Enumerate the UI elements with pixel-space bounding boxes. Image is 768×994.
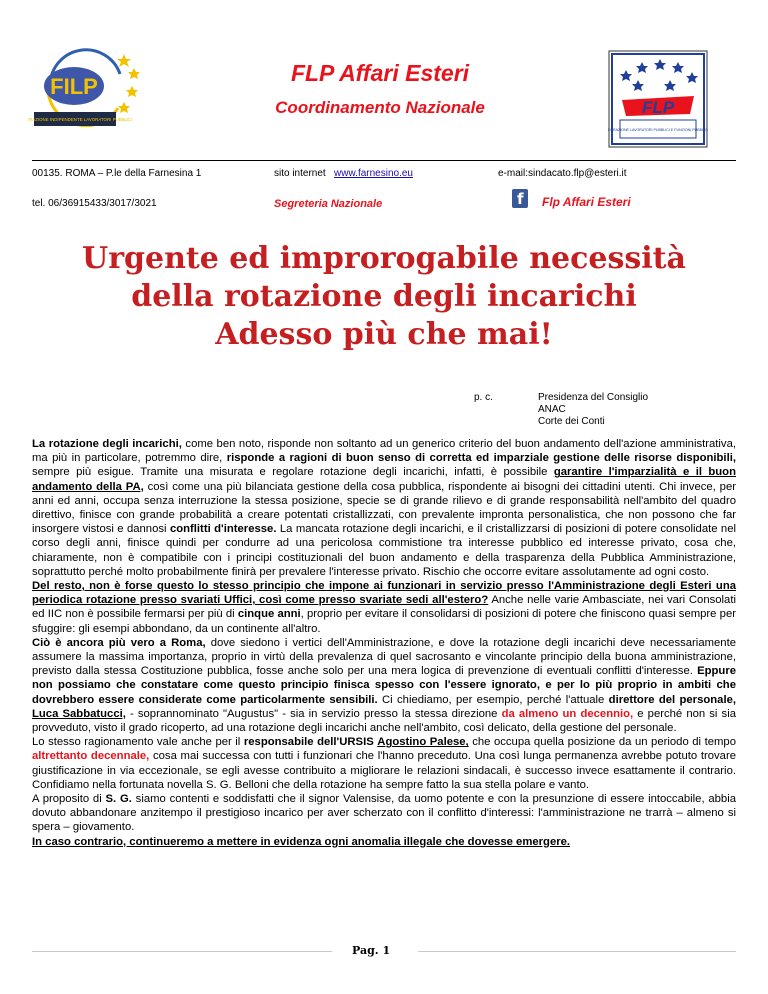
text-run: La mancata rotazione degli incarichi, e il cristallizzarsi di posizioni di potere consolidate nel corso degli anni, finisce quindi per condurre ad una pericolosa commistione tra interesse pubblico ed interesse privato, cosa che, chiaramente, non è compatibile con i principi costituzionali del buon andamento e della trasparenza della Pubblica Amministrazione, soprattutto perché molto probabilmente finirà per prevalere l'interesse privato. Rischio che occorre evitare assolutamente ad ogni costo. [32, 523, 736, 578]
text-run: altrettanto decennale, [32, 750, 150, 763]
paragraph-2 [32, 579, 736, 636]
cc-recipient: Presidenza del Consiglio [538, 392, 649, 403]
address: 00135. ROMA – P.le della Farnesina 1 [32, 168, 202, 179]
text-run: che occupa quella posizione da un periodo di tempo [468, 736, 736, 749]
facebook-icon[interactable]: f [512, 189, 528, 208]
flp-logo-text: FLP [641, 98, 675, 117]
letter-body [32, 437, 736, 849]
filp-logo [28, 46, 150, 132]
text-run: responsabile dell'URSIS [243, 736, 374, 749]
website-link[interactable]: www.farnesino.eu [334, 168, 413, 179]
website-label: sito internet [274, 168, 326, 179]
text-run: Ciò è ancora più vero a Roma, [32, 636, 206, 649]
footer-rule-left [32, 951, 332, 952]
text-run: cosa mai successa con tutti i funzionari che l'hanno preceduto. Una così lunga permanenza avrebbe potuto trovare giustificazione in via eccezionale, se egli avesse contribuito a migliorare le relazioni sindacali, è successo invece esattamente il contrario. Confidiamo nella fortunata novella S. G. Belloni che della rotazione ha sempre fatto la sua stella polare e vanto. [32, 750, 736, 791]
footer-rule-right [418, 951, 736, 952]
text-run: conflitti d'interesse. [169, 523, 277, 536]
text-run: sempre più esigue. Tramite una misurata e regolare rotazione degli incarichi, infatti, è possibile [32, 466, 554, 479]
text-run: S. G. [105, 793, 132, 806]
facebook-page[interactable]: Flp Affari Esteri [542, 195, 631, 209]
text-run: come ben noto, risponde non soltanto ad un generico criterio del buon andamento dell'azione amministrativa, ma più in particolare, potremmo dire, [32, 438, 737, 465]
telephone: tel. 06/36915433/3017/3021 [32, 198, 157, 209]
headline-line-3: Adesso più che mai! [215, 317, 553, 352]
filp-logo-text: FILP [50, 74, 98, 99]
text-run: Del resto, non è forse questo lo stesso principio che impone ai funzionari in servizio presso l'Amministrazione degli Esteri una periodica rotazione presso svariati Uffici, così come presso svariate sedi all'estero? [32, 580, 736, 607]
paragraph-3 [32, 636, 736, 735]
page-number: Pag. 1 [352, 944, 391, 957]
paragraph-5 [32, 792, 736, 835]
text-run: Agostino Palese, [377, 736, 469, 749]
text-run: dove siedono i vertici dell'Amministrazione, e dove la rotazione degli incarichi deve necessariamente assumere la massima importanza, proprio in virtù della prevalenza di quel sacrosanto e vincolante principio della buona amministrazione, previsto dalla stessa Costituzione pubblica, fosse anche solo per una mera logica di prevenzione di eventuali conflitti d'interesse. [32, 636, 736, 678]
flp-logo-caption: FEDERAZIONE LAVORATORI PUBBLICI E FUNZIONI PUBBLICHE [608, 128, 708, 132]
cc-label: p. c. [474, 392, 493, 403]
text-run: siamo contenti e soddisfatti che il signor Valensise, da uomo potente e con la presunzione di essere intoccabile, abbia dovuto abbandonare anzitempo il prestigioso incarico per aver scherzato con il conflitto d'interessi: l'amministrazione ne trarrà – almeno si spera – giovamento. [32, 793, 737, 834]
text-run: Ci chiediamo, per esempio, perché l'attuale [377, 693, 609, 706]
email[interactable]: e-mail:sindacato.flp@esteri.it [498, 168, 627, 179]
text-run: risponde a ragioni di buon senso di corretta ed imparziale gestione delle risorse disponibili, [226, 452, 736, 465]
headline-line-1: Urgente ed improrogabile necessità [82, 241, 686, 276]
secretariat: Segreteria Nazionale [274, 198, 383, 210]
text-run: Eppure non possiamo che constatare come questo principio finisca spesso con l'essere ignorato, e per lo più proprio in ambiti che dovrebbero essere considerate come particolarmente sensibili. [32, 665, 736, 706]
text-run: In caso contrario, continueremo a mettere in evidenza ogni anomalia illegale che dovesse emergere. [32, 835, 571, 848]
org-subtitle: Coordinamento Nazionale [275, 98, 485, 117]
text-run: garantire l'imparzialità e il buon andamento della PA, [32, 466, 736, 493]
paragraph-4 [32, 735, 736, 792]
headline [40, 240, 728, 354]
text-run: e perché non si sia provveduto, visto il grado ricoperto, ad una rotazione degli incarichi anche nell'ambito, così delicato, della gestione del personale. [32, 707, 736, 735]
text-run: Luca Sabbatucci, [32, 707, 126, 720]
headline-line-2: della rotazione degli incarichi [131, 279, 637, 314]
flp-logo [608, 50, 708, 148]
paragraph-6 [32, 835, 736, 849]
text-run: - soprannominato "Augustus" - sia in servizio presso la stessa direzione [125, 707, 502, 720]
filp-logo-caption: FEDERAZIONE INDIPENDENTE LAVORATORI PUBBLICI [28, 117, 133, 122]
text-run: , proprio per evitare il consolidarsi di posizioni di potere che finiscono quasi sempre per sfuggire: gli esempi abbondano, da un continente all'altro. [32, 608, 736, 635]
text-run: Anche nelle varie Ambasciate, nei vari Consolati ed IIC non è possibile fermarsi per più di [32, 594, 736, 621]
cc-recipients [538, 392, 648, 428]
text-run: così come una più bilanciata gestione della cosa pubblica, rispondente ai bisogni dei cittadini utenti. Chi invece, per anni ed anni, occupa senza interruzione la stessa posizione, specie se di grande rilievo e di grande responsabilità nell'ambito del quadro direttivo, finisce con grande probabilità a creare potentati cristallizzati, con prevalente impronta personalistica, che non possono che far insorgere vistosi e dannosi [32, 480, 736, 536]
text-run: cinque anni [237, 608, 301, 621]
header-divider [32, 160, 736, 161]
text-run: A proposito di [32, 793, 106, 806]
org-title: FLP Affari Esteri [290, 60, 470, 86]
paragraph-1 [32, 437, 736, 579]
text-run: La rotazione degli incarichi, [32, 438, 182, 450]
text-run: Lo stesso ragionamento vale anche per il [32, 736, 244, 749]
cc-recipient: Corte dei Conti [538, 416, 605, 427]
text-run: da almeno un decennio, [501, 707, 634, 720]
website [274, 168, 413, 179]
text-run: direttore del personale, [608, 693, 737, 706]
cc-recipient: ANAC [538, 404, 566, 415]
